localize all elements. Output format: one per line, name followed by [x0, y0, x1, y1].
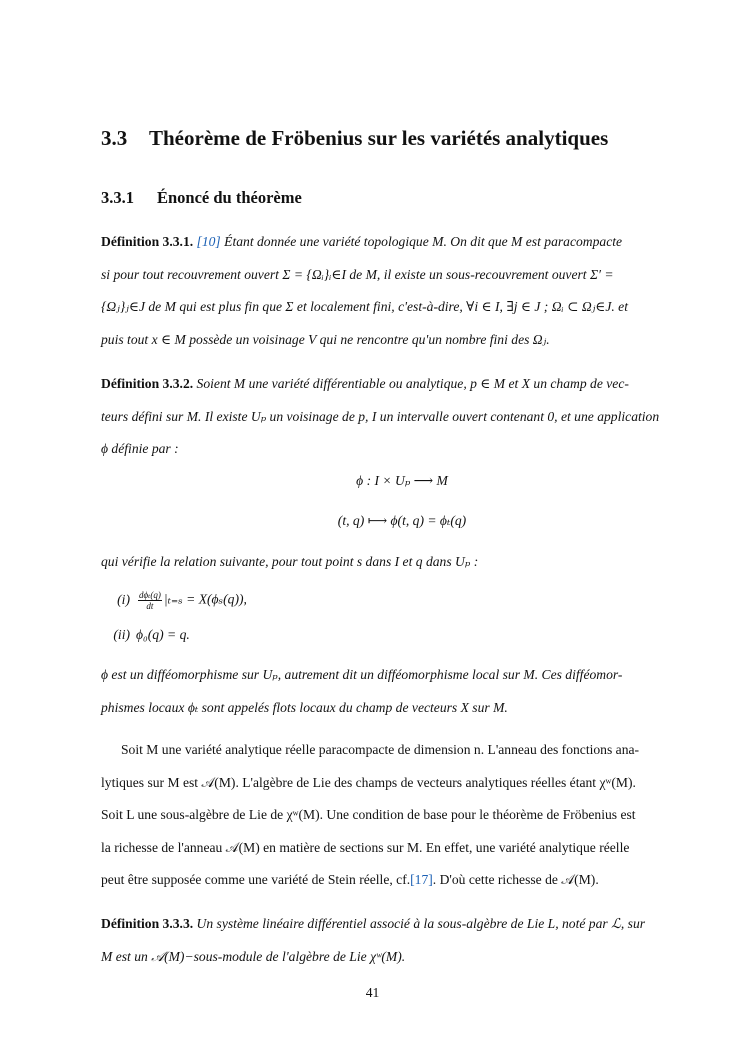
body-line: la richesse de l'anneau 𝒜(M) en matière de sections sur M. En effet, une variété analytique réelle	[101, 839, 630, 855]
page-number: 41	[365, 985, 380, 1000]
definition-condition	[101, 546, 703, 579]
definition-line: qui vérifie la relation suivante, pour tout point s dans I et q dans Uₚ :	[101, 554, 479, 569]
definition-label: Définition 3.3.2.	[101, 376, 194, 391]
fraction-denominator: dt	[146, 601, 154, 611]
list-item-ii	[108, 627, 190, 643]
item-label: (i)	[117, 591, 130, 607]
body-line: Soit L une sous-algèbre de Lie de χʷ(M). Une condition de base pour le théorème de Fröbenius est	[101, 807, 636, 822]
definition-line: puis tout x ∈ M possède un voisinage V qui ne rencontre qu'un nombre fini des Ωⱼ.	[101, 331, 550, 347]
definition-3-3-1	[101, 226, 703, 356]
definition-3-3-3	[101, 908, 703, 973]
definition-line: ϕ définie par :	[101, 441, 179, 456]
item-text: |ₜ₌ₛ = X(ϕₛ(q)),	[163, 591, 247, 607]
fraction-numerator: dϕₜ(q)	[139, 590, 161, 600]
item-label: (ii)	[113, 627, 130, 642]
definition-line: {Ωⱼ}ⱼ∈J de M qui est plus fin que Σ et localement fini, c'est-à-dire, ∀i ∈ I, ∃j ∈ J ; Ωᵢ ⊂ Ωⱼ∈J. et	[101, 299, 628, 314]
item-text: ϕ₀(q) = q.	[136, 627, 190, 642]
definition-line: Un système linéaire différentiel associé à la sous-algèbre de Lie L, noté par ℒ, sur	[196, 916, 646, 931]
body-line: lytiques sur M est 𝒜(M). L'algèbre de Lie des champs de vecteurs analytiques réelles étant χʷ(M).	[101, 774, 636, 790]
definition-3-3-2	[101, 368, 703, 466]
subsection-heading	[101, 188, 302, 208]
subsection-title: Énoncé du théorème	[157, 188, 302, 207]
section-number: 3.3	[101, 126, 128, 150]
body-line: peut être supposée comme une variété de Stein réelle, cf.	[101, 872, 411, 887]
definition-line: ϕ est un difféomorphisme sur Uₚ, autrement dit un difféomorphisme local sur M. Ces difféomor-	[101, 667, 623, 682]
derivative-fraction	[138, 590, 162, 611]
body-line: . D'où cette richesse de 𝒜(M).	[432, 872, 599, 887]
section-heading	[101, 126, 608, 151]
definition-label: Définition 3.3.3.	[101, 916, 194, 931]
definition-line: Étant donnée une variété topologique M. On dit que M est paracompacte	[224, 234, 623, 249]
equation-map: ϕ : I × Uₚ ⟶ M	[356, 473, 448, 488]
definition-line: Soient M une variété différentiable ou analytique, p ∈ M et X un champ de vec-	[196, 376, 629, 391]
definition-line: M est un 𝒜(M)−sous-module de l'algèbre de Lie χʷ(M).	[101, 948, 406, 964]
definition-label: Définition 3.3.1.	[101, 234, 194, 249]
definition-line: si pour tout recouvrement ouvert Σ = {Ωᵢ}ᵢ∈I de M, il existe un sous-recouvrement ouvert Σ′ =	[101, 266, 614, 282]
section-title: Théorème de Fröbenius sur les variétés analytiques	[149, 126, 609, 150]
body-paragraph	[101, 734, 703, 897]
subsection-number: 3.3.1	[101, 188, 134, 207]
definition-conclusion	[101, 659, 703, 724]
definition-line: phismes locaux ϕₜ sont appelés flots locaux du champ de vecteurs X sur M.	[101, 699, 508, 715]
list-item-i	[108, 590, 247, 611]
equation-flow: (t, q) ⟼ ϕ(t, q) = ϕₜ(q)	[337, 513, 467, 528]
definition-line: teurs défini sur M. Il existe Uₚ un voisinage de p, I un intervalle ouvert contenant 0, et une application	[101, 408, 660, 424]
body-line: Soit M une variété analytique réelle paracompacte de dimension n. L'anneau des fonctions ana-	[121, 742, 640, 757]
citation-link[interactable]: [10]	[196, 234, 221, 249]
citation-link[interactable]: [17]	[410, 872, 433, 887]
